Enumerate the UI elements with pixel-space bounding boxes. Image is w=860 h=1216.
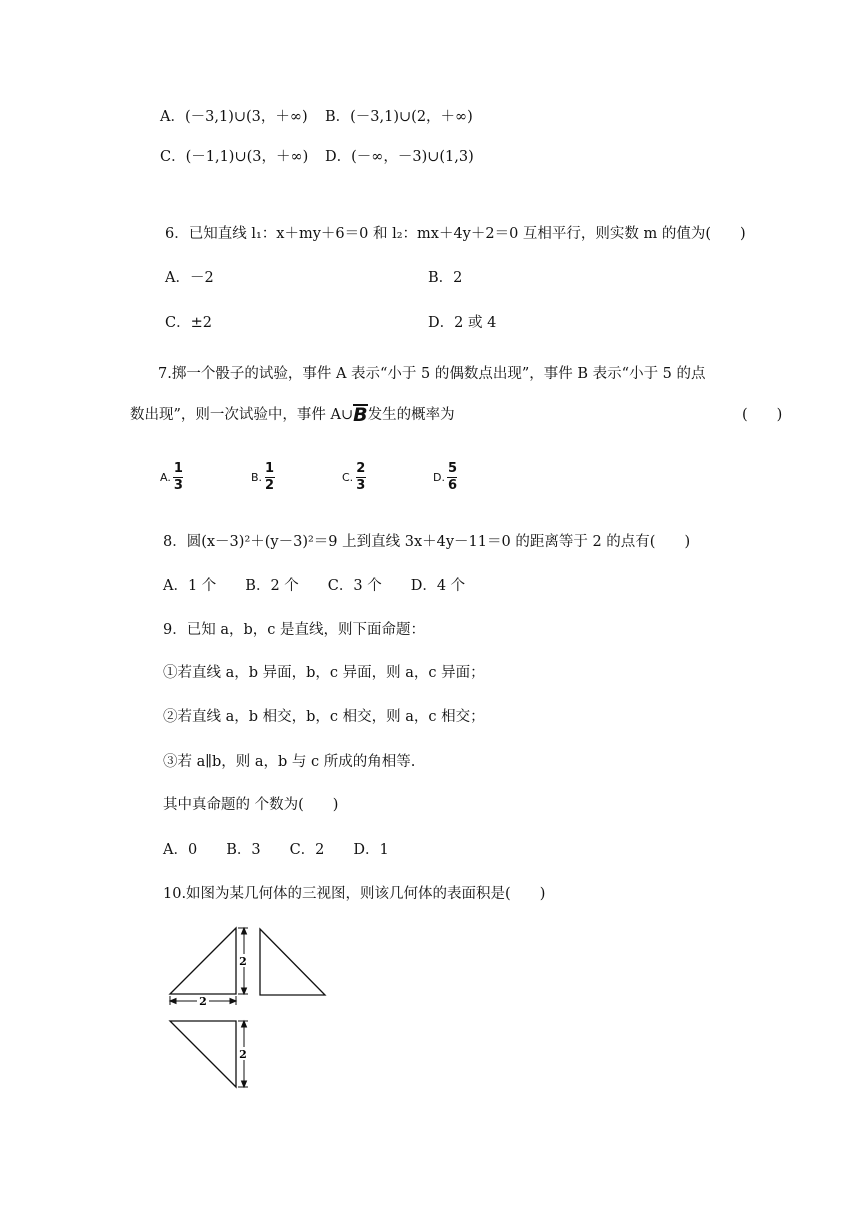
q9-options: A．0 B．3 C．2 D．1: [163, 842, 389, 858]
q7-stem-line1: 7.掷一个骰子的试验，事件 A 表示“小于 5 的偶数点出现”，事件 B 表示“小于 5 的点: [158, 366, 706, 382]
q9-question: 其中真命题的 个数为( ): [163, 797, 339, 813]
q5-option-c: C．(－1,1)∪(3，＋∞): [160, 149, 309, 165]
q6-stem: 6．已知直线 l₁：x＋my＋6＝0 和 l₂：mx＋4y＋2＝0 互相平行，则实数 m 的值为( ): [165, 226, 746, 242]
q10-stem: 10.如图为某几何体的三视图，则该几何体的表面积是( ): [163, 886, 546, 902]
q7-option-d: [433, 462, 458, 493]
top-view: [170, 1021, 236, 1087]
numerator: 5: [447, 461, 458, 476]
q7-option-b-letter: B.: [251, 471, 263, 484]
numerator: 1: [173, 461, 183, 476]
q5-option-d: D．(－∞，－3)∪(1,3): [325, 149, 474, 165]
numerator: 1: [265, 461, 275, 476]
q6-option-c: C．±2: [165, 315, 212, 331]
q8-stem: 8．圆(x－3)²＋(y－3)²＝9 上到直线 3x＋4y－11＝0 的距离等于 2 的点有( ): [163, 534, 691, 550]
q6-option-b: B．2: [428, 270, 463, 286]
q7-option-c-fraction: [355, 462, 366, 493]
q5-option-b: B．(－3,1)∪(2，＋∞): [325, 109, 473, 125]
q9-proposition-3: ③若 a∥b，则 a，b 与 c 所成的角相等.: [163, 754, 416, 770]
q6-option-d: D．2 或 4: [428, 315, 497, 331]
three-view-diagram: [160, 920, 340, 1095]
q7-option-a: [160, 462, 184, 493]
q9-proposition-2: ②若直线 a，b 相交，b，c 相交，则 a，c 相交；: [163, 709, 485, 725]
q7-option-c-letter: C.: [342, 471, 354, 484]
q7-option-b-fraction: [264, 462, 275, 493]
q7-stem-line2: [130, 403, 455, 425]
q7-stem-line2-before: 数出现”，则一次试验中，事件 A∪: [130, 407, 354, 423]
front-view-height-label: 2: [239, 955, 247, 968]
q6-option-a: A．－2: [165, 270, 214, 286]
denominator: 3: [356, 478, 366, 493]
side-view: [260, 929, 325, 995]
denominator: 2: [265, 478, 275, 493]
denominator: 3: [173, 478, 183, 493]
front-view-width-label: 2: [199, 995, 207, 1008]
denominator: 6: [447, 478, 458, 493]
q9-stem: 9．已知 a，b，c 是直线，则下面命题：: [163, 622, 425, 638]
q7-option-a-fraction: [173, 462, 184, 493]
q7-option-d-fraction: [447, 462, 458, 493]
q7-stem-line2-after: 发生的概率为: [367, 407, 455, 423]
q7-option-a-letter: A.: [160, 471, 171, 484]
q7-answer-blank: ( ): [742, 407, 783, 423]
q8-options: A．1 个 B．2 个 C．3 个 D．4 个: [163, 578, 466, 594]
numerator: 2: [356, 461, 366, 476]
q9-proposition-1: ①若直线 a，b 异面，b，c 异面，则 a，c 异面；: [163, 665, 485, 681]
complement-b-symbol: B: [353, 404, 368, 426]
q7-option-c: [342, 462, 366, 493]
q7-option-d-letter: D.: [433, 471, 445, 484]
q5-option-a: A．(－3,1)∪(3，＋∞): [160, 109, 308, 125]
q7-option-b: [251, 462, 275, 493]
top-view-height-label: 2: [239, 1048, 247, 1061]
front-view: [170, 928, 236, 994]
